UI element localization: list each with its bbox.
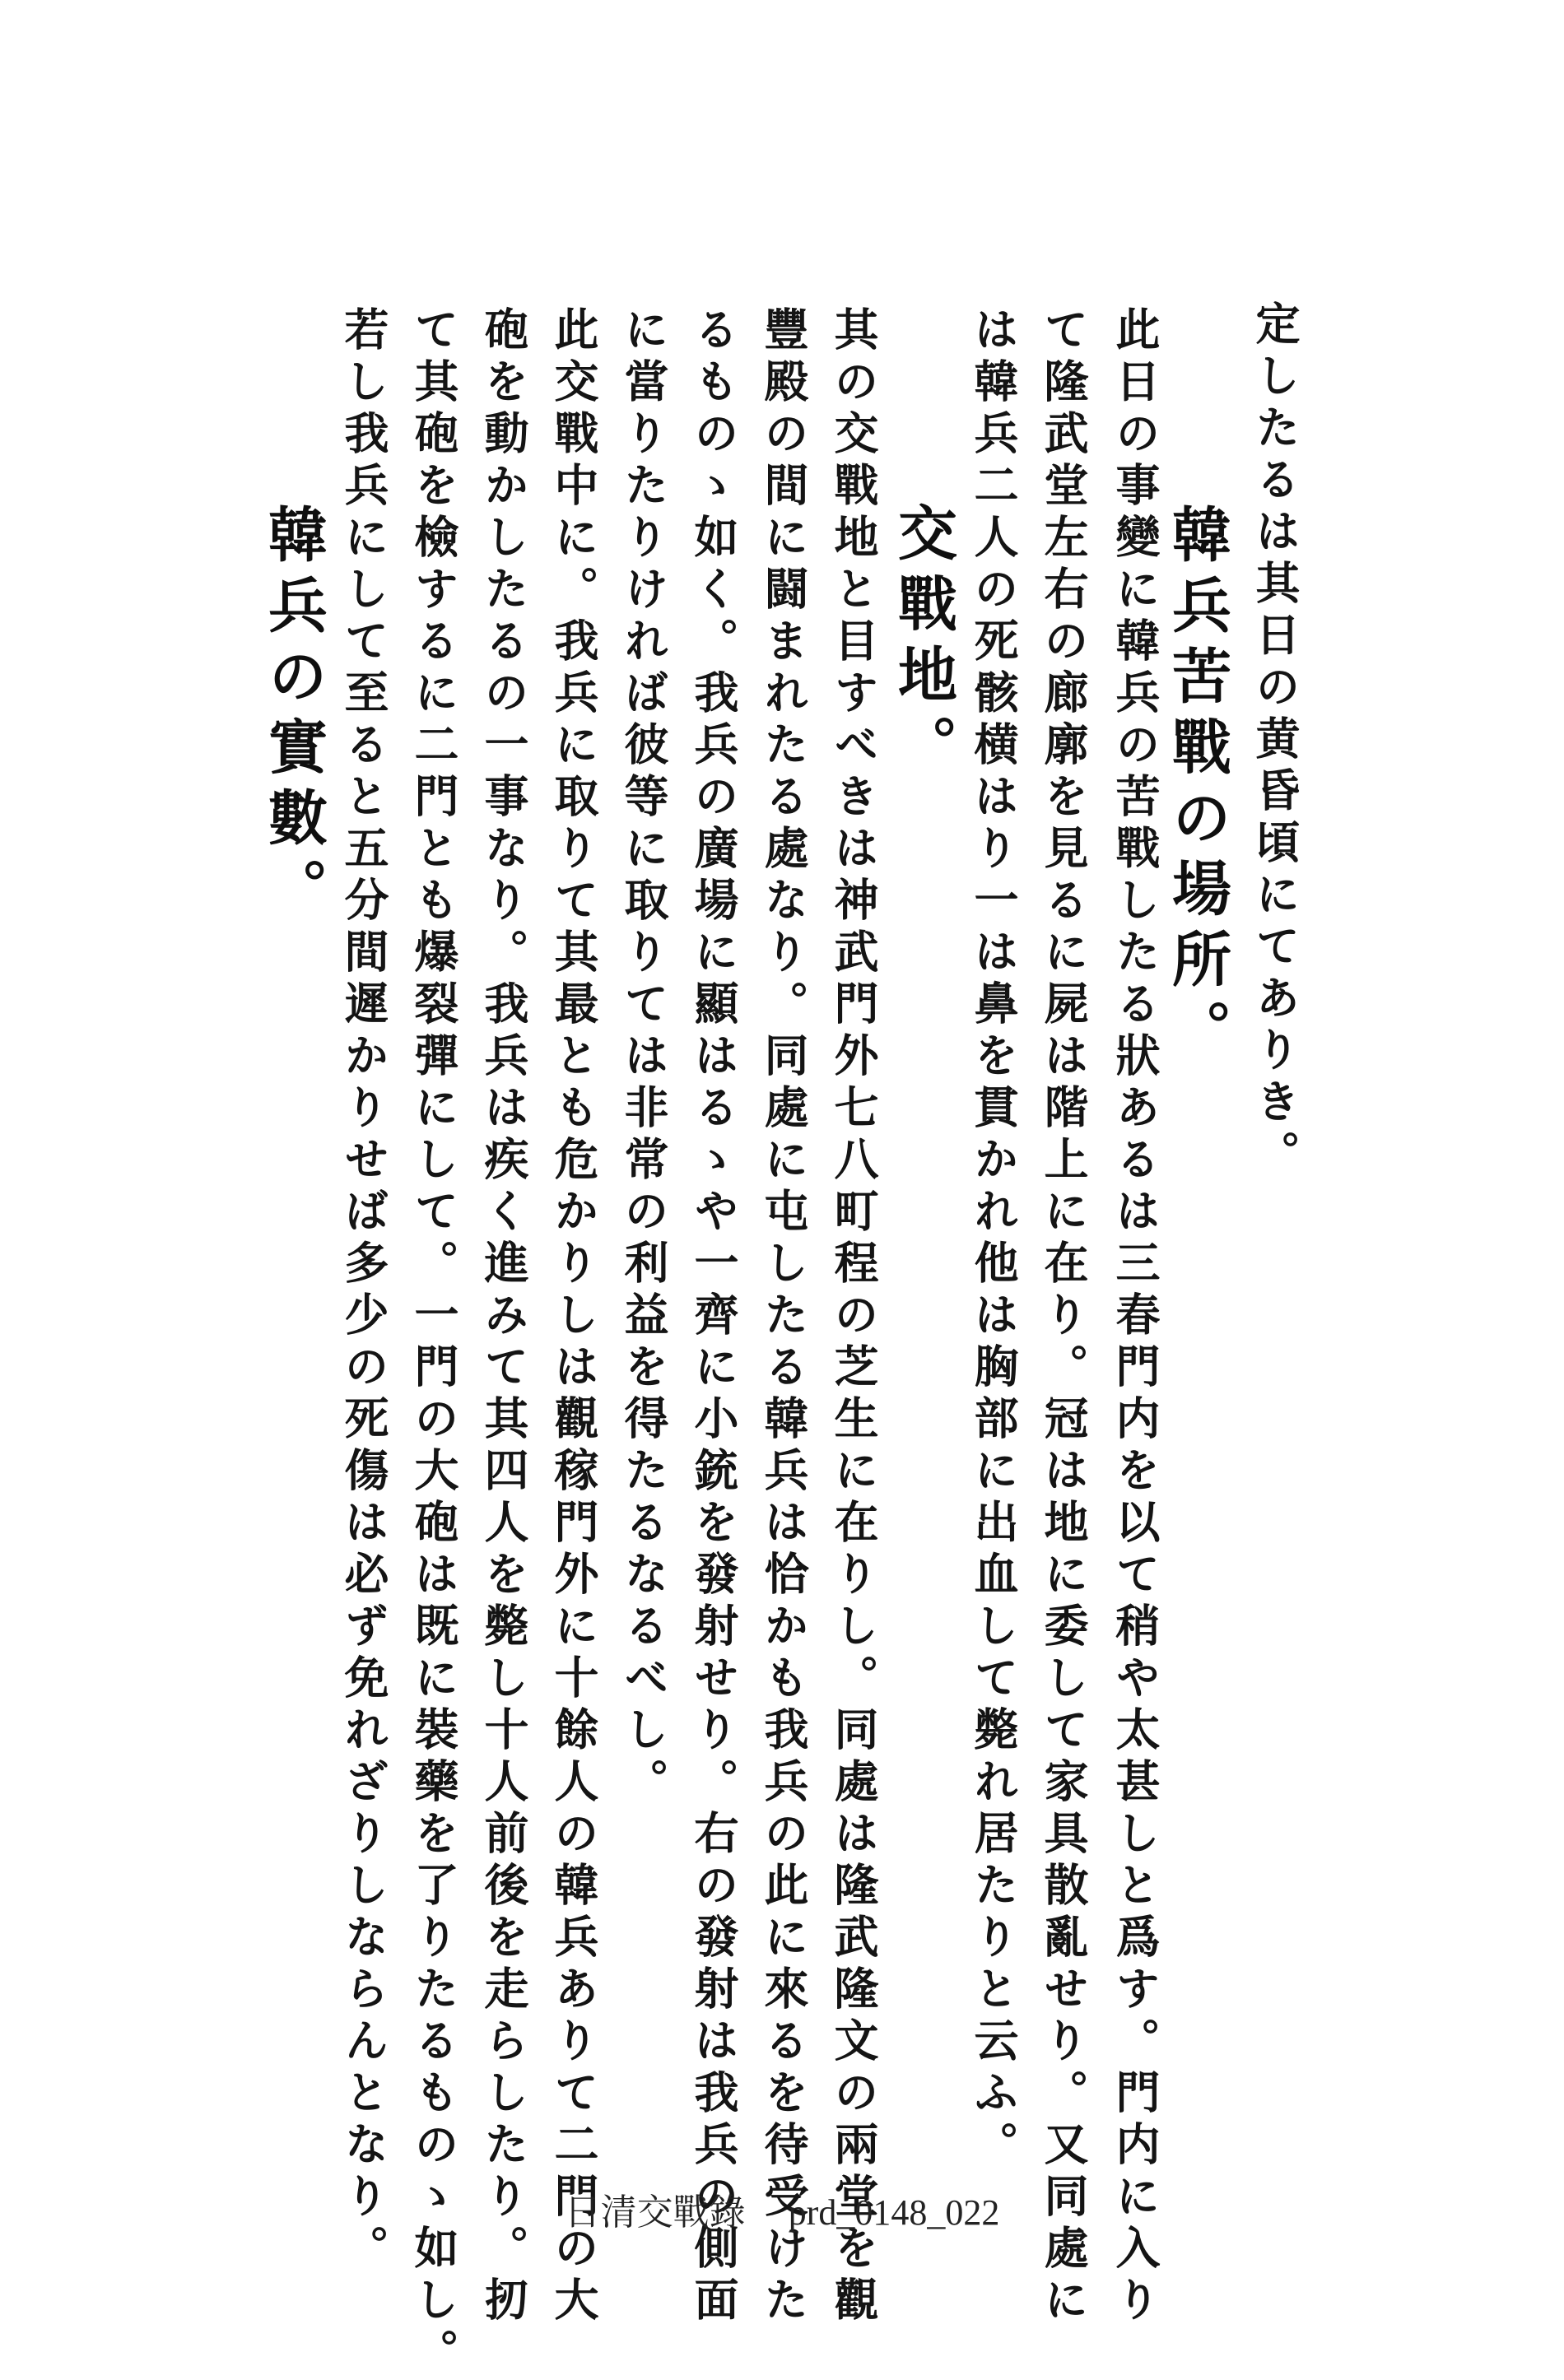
text-column-9: 此交戰中に。我兵に取りて其最とも危かりしは觀稼門外に十餘人の韓兵ありて二門の大: [547, 306, 600, 2328]
text-column-7: るものゝ如く。我兵の廣場に顯はるゝや一齊に小銃を發射せり。右の發射は我兵の側面: [687, 306, 740, 2328]
text-column-12: 若し我兵にして至ると五分間遲かりせば多少の死傷は必ず免れざりしならんとなり。: [337, 306, 390, 2276]
text-column-3: て隆武堂左右の廊廓を見るに屍は階上に在り。冠は地に委して家具散亂せり。又同處に: [1037, 306, 1090, 2328]
text-column-6: 豐殿の間に闘まれたる處なり。同處に屯したる韓兵は恰かも我兵の此に來るを待受けた: [757, 306, 810, 2328]
text-column-11: て其砲を檢するに二門とも爆裂彈にして。一門の大砲は既に裝藥を了りたるものゝ如し。: [407, 306, 460, 2380]
text-column-8: に當りたりければ彼等に取りては非常の利益を得たるなるべし。: [617, 306, 670, 1810]
text-column-10: 砲を動かしたるの一事なり。我兵は疾く進みて其四人を斃し十人前後を走らしたり。扨: [477, 306, 530, 2328]
section-heading-hanhei-jissu: 韓兵の實數。: [258, 504, 328, 928]
book-title: 日清交戰錄: [564, 2192, 746, 2233]
page-footer: [0, 2182, 1564, 2235]
text-column-1: 定したるは其日の黄昏頃にてありき。: [1249, 300, 1301, 1182]
section-heading-kosenchi: 交戰地。: [888, 502, 958, 785]
text-column-4: は韓兵二人の死骸横はり一は鼻を貫かれ他は胸部に出血して斃れ居たりと云ふ。: [967, 306, 1020, 2173]
image-id: prd_0148_022: [788, 2192, 1000, 2233]
text-column-5: 其の交戰地と目すべきは神武門外七八町程の芝生に在りし。同處は隆武隆文の兩堂を觀: [827, 306, 880, 2328]
section-heading-hanhei-kusen: 韓兵苦戰の場所。: [1162, 504, 1232, 1070]
text-column-2: 此日の事變に韓兵の苦戰したる狀あるは三春門内を以て稍や太甚しと爲す。門内に入り: [1109, 306, 1161, 2328]
